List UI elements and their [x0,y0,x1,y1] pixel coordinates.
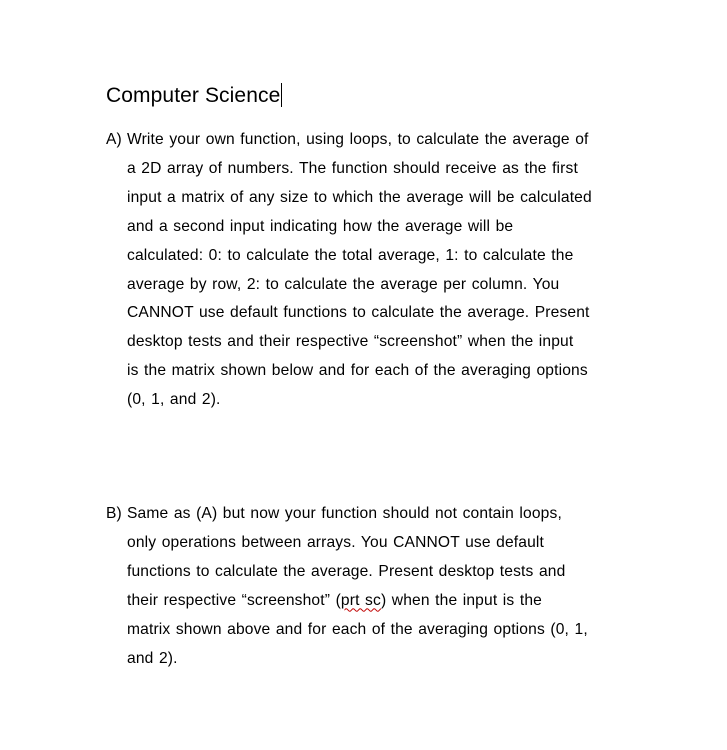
question-a-body [106,126,651,415]
title-text: Computer Science [106,84,281,107]
question-a-line-3: input a matrix of any size to which the average will be calculated [127,188,592,206]
page-title [106,82,282,110]
question-b-line-4-start: their respective “screenshot” ( [127,591,341,609]
question-b-body [106,500,651,673]
question-a-line-2: a 2D array of numbers. The function should receive as the first [127,159,578,177]
text-cursor [281,83,282,107]
question-b-marker: B) [106,505,122,522]
question-b-line-4 [127,587,651,616]
spellcheck-flagged-word[interactable]: prt sc [340,591,381,609]
question-b-line-6: and 2). [127,649,178,667]
question-b-line-3: functions to calculate the average. Present desktop tests and [127,562,566,580]
question-a-line-4: and a second input indicating how the average will be [127,217,514,235]
question-a-marker: A) [106,131,122,148]
question-a-line-9: is the matrix shown below and for each of the averaging options [127,362,588,380]
question-a-line-10: (0, 1, and 2). [127,391,221,409]
question-b-line-1: Same as (A) but now your function should not contain loops, [127,505,562,522]
question-b [106,500,651,673]
question-a-line-7: CANNOT use default functions to calculate the average. Present [127,304,590,322]
question-a-line-5: calculated: 0: to calculate the total average, 1: to calculate the [127,246,574,264]
question-a-line-6: average by row, 2: to calculate the average per column. You [127,275,560,293]
question-a-line-8: desktop tests and their respective “screenshot” when the input [127,333,574,351]
question-b-line-2: only operations between arrays. You CANNOT use default [127,533,545,551]
question-b-line-5: matrix shown above and for each of the averaging options (0, 1, [127,620,588,638]
question-b-line-4-end: ) when the input is the [380,591,542,609]
question-a [106,126,651,415]
question-a-line-1: Write your own function, using loops, to calculate the average of [127,131,589,148]
